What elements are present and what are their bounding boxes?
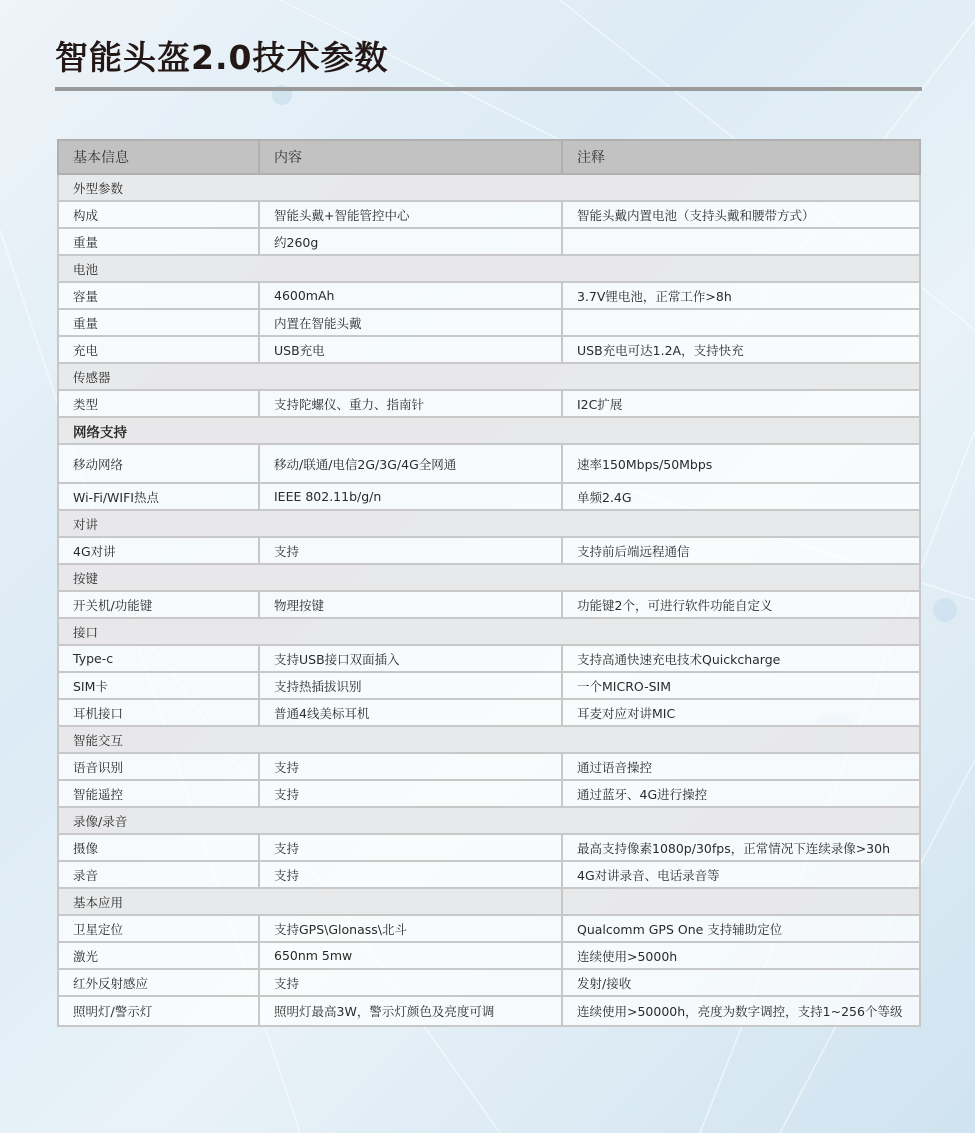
section-label: 基本应用 (58, 888, 562, 915)
param-note: 通过语音操控 (562, 753, 920, 780)
section-label: 接口 (58, 618, 920, 645)
table-row (58, 390, 920, 417)
param-value: 照明灯最高3W，警示灯颜色及亮度可调 (259, 996, 562, 1026)
param-value: 支持 (259, 753, 562, 780)
table-row (58, 699, 920, 726)
param-note (562, 309, 920, 336)
param-value: 内置在智能头戴 (259, 309, 562, 336)
table-row (58, 861, 920, 888)
section-label: 传感器 (58, 363, 920, 390)
section-row (58, 174, 920, 201)
param-name: 卫星定位 (58, 915, 259, 942)
param-value: 物理按键 (259, 591, 562, 618)
param-name: 红外反射感应 (58, 969, 259, 996)
param-name: 录音 (58, 861, 259, 888)
section-row (58, 726, 920, 753)
table-row (58, 834, 920, 861)
table-row (58, 282, 920, 309)
param-value: 支持 (259, 780, 562, 807)
table-row (58, 336, 920, 363)
param-note: I2C扩展 (562, 390, 920, 417)
param-note: 单频2.4G (562, 483, 920, 510)
table-row (58, 537, 920, 564)
table-row (58, 780, 920, 807)
param-name: 开关机/功能键 (58, 591, 259, 618)
param-name: 充电 (58, 336, 259, 363)
section-row (58, 510, 920, 537)
param-note: USB充电可达1.2A，支持快充 (562, 336, 920, 363)
param-note: 3.7V锂电池，正常工作>8h (562, 282, 920, 309)
param-value: 650nm 5mw (259, 942, 562, 969)
param-name: 激光 (58, 942, 259, 969)
param-note: 发射/接收 (562, 969, 920, 996)
param-value: 支持 (259, 969, 562, 996)
table-header-row (58, 140, 920, 174)
param-name: Type-c (58, 645, 259, 672)
param-note: 一个MICRO-SIM (562, 672, 920, 699)
table-row (58, 969, 920, 996)
param-name: 类型 (58, 390, 259, 417)
page-title: 智能头盔2.0技术参数 (55, 38, 389, 77)
param-note: Qualcomm GPS One 支持辅助定位 (562, 915, 920, 942)
param-name: 容量 (58, 282, 259, 309)
param-value: 支持陀螺仪、重力、指南针 (259, 390, 562, 417)
section-empty-cell (562, 888, 920, 915)
param-note: 4G对讲录音、电话录音等 (562, 861, 920, 888)
param-name: 智能遥控 (58, 780, 259, 807)
spec-table (57, 139, 921, 1027)
param-name: 耳机接口 (58, 699, 259, 726)
table-row (58, 672, 920, 699)
param-note: 功能键2个，可进行软件功能自定义 (562, 591, 920, 618)
section-label: 电池 (58, 255, 920, 282)
table-row (58, 444, 920, 483)
param-name: 构成 (58, 201, 259, 228)
param-name: 重量 (58, 228, 259, 255)
section-row (58, 888, 920, 915)
section-row (58, 363, 920, 390)
param-name: 4G对讲 (58, 537, 259, 564)
param-name: 重量 (58, 309, 259, 336)
param-note: 支持高通快速充电技术Quickcharge (562, 645, 920, 672)
param-note: 最高支持像素1080p/30fps，正常情况下连续录像>30h (562, 834, 920, 861)
param-value: 智能头戴+智能管控中心 (259, 201, 562, 228)
table-row (58, 996, 920, 1026)
title-divider (55, 87, 922, 91)
table-row (58, 201, 920, 228)
section-row (58, 417, 920, 444)
table-row (58, 309, 920, 336)
param-value: 约260g (259, 228, 562, 255)
param-name: SIM卡 (58, 672, 259, 699)
param-note: 支持前后端远程通信 (562, 537, 920, 564)
param-value: 移动/联通/电信2G/3G/4G全网通 (259, 444, 562, 483)
section-label: 智能交互 (58, 726, 920, 753)
section-label: 按键 (58, 564, 920, 591)
param-name: 摄像 (58, 834, 259, 861)
param-name: 照明灯/警示灯 (58, 996, 259, 1026)
section-label: 对讲 (58, 510, 920, 537)
param-note: 速率150Mbps/50Mbps (562, 444, 920, 483)
table-row (58, 591, 920, 618)
param-value: 支持GPS\Glonass\北斗 (259, 915, 562, 942)
header-content: 内容 (259, 140, 562, 174)
param-value: USB充电 (259, 336, 562, 363)
table-row (58, 915, 920, 942)
param-note (562, 228, 920, 255)
param-note: 智能头戴内置电池（支持头戴和腰带方式） (562, 201, 920, 228)
table-row (58, 483, 920, 510)
section-label: 外型参数 (58, 174, 920, 201)
table-row (58, 942, 920, 969)
param-value: 支持热插拔识别 (259, 672, 562, 699)
param-value: 普通4线美标耳机 (259, 699, 562, 726)
table-row (58, 753, 920, 780)
param-note: 通过蓝牙、4G进行操控 (562, 780, 920, 807)
section-row (58, 618, 920, 645)
section-label: 录像/录音 (58, 807, 920, 834)
param-value: 支持 (259, 537, 562, 564)
param-note: 耳麦对应对讲MIC (562, 699, 920, 726)
param-name: 移动网络 (58, 444, 259, 483)
param-note: 连续使用>50000h，亮度为数字调控，支持1~256个等级 (562, 996, 920, 1026)
param-name: Wi-Fi/WIFI热点 (58, 483, 259, 510)
param-value: IEEE 802.11b/g/n (259, 483, 562, 510)
param-note: 连续使用>5000h (562, 942, 920, 969)
param-value: 支持 (259, 861, 562, 888)
table-row (58, 645, 920, 672)
section-row (58, 255, 920, 282)
param-value: 支持 (259, 834, 562, 861)
header-basic-info: 基本信息 (58, 140, 259, 174)
param-name: 语音识别 (58, 753, 259, 780)
param-value: 4600mAh (259, 282, 562, 309)
table-row (58, 228, 920, 255)
section-row (58, 564, 920, 591)
param-value: 支持USB接口双面插入 (259, 645, 562, 672)
section-label: 网络支持 (58, 417, 920, 444)
section-row (58, 807, 920, 834)
header-notes: 注释 (562, 140, 920, 174)
